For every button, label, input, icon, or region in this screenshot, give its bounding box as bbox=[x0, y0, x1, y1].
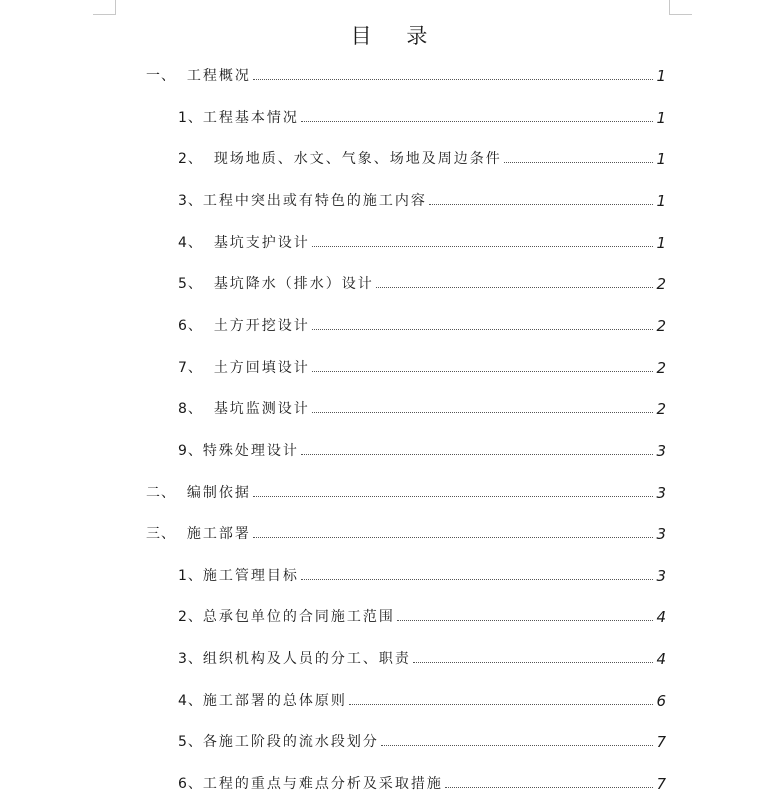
dot-leader bbox=[312, 370, 653, 372]
toc-entry-number: 二、 bbox=[146, 485, 187, 501]
dot-leader bbox=[301, 120, 653, 122]
toc-entry-number: 8、 bbox=[178, 401, 214, 417]
dot-leader bbox=[376, 286, 653, 288]
toc-entry-page: 2 bbox=[656, 275, 666, 293]
toc-entry-number: 5、 bbox=[178, 276, 214, 292]
dot-leader bbox=[504, 161, 653, 163]
dot-leader bbox=[253, 536, 653, 538]
toc-entry-page: 3 bbox=[656, 525, 666, 543]
toc-entry-label: 基坑监测设计 bbox=[213, 401, 310, 417]
toc-entry-1-6[interactable] bbox=[178, 316, 666, 336]
toc-title: 目 录 bbox=[350, 24, 442, 48]
toc-entry-1-5[interactable] bbox=[178, 274, 666, 294]
toc-entry-section-3[interactable] bbox=[146, 524, 666, 544]
toc-entry-number: 1、 bbox=[178, 110, 203, 126]
toc-entry-page: 7 bbox=[656, 733, 666, 751]
toc-entry-page: 7 bbox=[656, 775, 666, 793]
toc-entry-1-7[interactable] bbox=[178, 358, 666, 378]
toc-entry-label: 工程中突出或有特色的施工内容 bbox=[202, 193, 427, 209]
toc-entry-page: 2 bbox=[656, 400, 666, 418]
toc-entry-page: 3 bbox=[656, 484, 666, 502]
dot-leader bbox=[445, 786, 653, 788]
toc-entry-number: 6、 bbox=[178, 318, 214, 334]
toc-entry-3-6[interactable] bbox=[178, 774, 666, 794]
toc-entry-page: 3 bbox=[656, 567, 666, 585]
dot-leader bbox=[312, 245, 653, 247]
dot-leader bbox=[312, 411, 653, 413]
dot-leader bbox=[301, 453, 653, 455]
toc-entry-3-4[interactable] bbox=[178, 691, 666, 711]
dot-leader bbox=[253, 495, 653, 497]
toc-entry-label: 工程概况 bbox=[186, 68, 251, 84]
toc-entry-section-1[interactable] bbox=[146, 66, 666, 86]
toc-entry-page: 1 bbox=[656, 192, 666, 210]
toc-entry-3-3[interactable] bbox=[178, 649, 666, 669]
toc-entry-1-2[interactable] bbox=[178, 149, 666, 169]
toc-entry-label: 编制依据 bbox=[186, 485, 251, 501]
toc-entry-1-8[interactable] bbox=[178, 399, 666, 419]
toc-entry-page: 4 bbox=[656, 650, 666, 668]
toc-entry-1-1[interactable] bbox=[178, 108, 666, 128]
toc-entry-1-9[interactable] bbox=[178, 441, 666, 461]
toc-entry-number: 4、 bbox=[178, 235, 214, 251]
toc-entry-number: 1、 bbox=[178, 568, 203, 584]
toc-entry-number: 7、 bbox=[178, 360, 214, 376]
toc-entry-label: 施工部署 bbox=[186, 526, 251, 542]
toc-entry-page: 4 bbox=[656, 608, 666, 626]
toc-entry-label: 土方回填设计 bbox=[213, 360, 310, 376]
toc-entry-label: 施工部署的总体原则 bbox=[202, 693, 347, 709]
toc-entry-page: 2 bbox=[656, 359, 666, 377]
toc-entry-page: 6 bbox=[656, 692, 666, 710]
toc-entry-number: 2、 bbox=[178, 151, 214, 167]
dot-leader bbox=[429, 203, 653, 205]
toc-entry-label: 现场地质、水文、气象、场地及周边条件 bbox=[213, 151, 502, 167]
toc-entry-3-1[interactable] bbox=[178, 566, 666, 586]
dot-leader bbox=[413, 661, 653, 663]
toc-entry-number: 3、 bbox=[178, 651, 203, 667]
toc-entry-3-5[interactable] bbox=[178, 732, 666, 752]
toc-entry-label: 总承包单位的合同施工范围 bbox=[202, 609, 395, 625]
dot-leader bbox=[397, 619, 653, 621]
dot-leader bbox=[381, 744, 653, 746]
toc-entry-label: 特殊处理设计 bbox=[202, 443, 299, 459]
toc-entry-page: 1 bbox=[656, 109, 666, 127]
toc-entry-number: 6、 bbox=[178, 776, 203, 792]
dot-leader bbox=[312, 328, 653, 330]
dot-leader bbox=[301, 578, 653, 580]
toc-entry-label: 组织机构及人员的分工、职责 bbox=[202, 651, 411, 667]
toc-entry-number: 4、 bbox=[178, 693, 203, 709]
toc-entry-page: 2 bbox=[656, 317, 666, 335]
crop-mark-top-left bbox=[93, 0, 116, 15]
toc-entry-page: 3 bbox=[656, 442, 666, 460]
toc-entry-label: 施工管理目标 bbox=[202, 568, 299, 584]
toc-entry-page: 1 bbox=[656, 67, 666, 85]
toc-entry-label: 基坑支护设计 bbox=[213, 235, 310, 251]
toc-entry-label: 土方开挖设计 bbox=[213, 318, 310, 334]
toc-entry-page: 1 bbox=[656, 234, 666, 252]
toc-entry-3-2[interactable] bbox=[178, 607, 666, 627]
toc-entry-label: 基坑降水（排水）设计 bbox=[213, 276, 374, 292]
toc-entry-number: 5、 bbox=[178, 734, 203, 750]
crop-mark-top-right bbox=[669, 0, 692, 15]
toc-entry-page: 1 bbox=[656, 150, 666, 168]
toc-entry-number: 3、 bbox=[178, 193, 203, 209]
toc-entry-label: 各施工阶段的流水段划分 bbox=[202, 734, 379, 750]
toc-entry-1-3[interactable] bbox=[178, 191, 666, 211]
toc-entry-number: 一、 bbox=[146, 68, 187, 84]
dot-leader bbox=[349, 703, 653, 705]
toc-entry-number: 2、 bbox=[178, 609, 203, 625]
toc-entry-section-2[interactable] bbox=[146, 483, 666, 503]
toc-entry-number: 三、 bbox=[146, 526, 187, 542]
toc-entry-label: 工程的重点与难点分析及采取措施 bbox=[202, 776, 443, 792]
toc-entry-number: 9、 bbox=[178, 443, 203, 459]
dot-leader bbox=[253, 78, 653, 80]
toc-entry-label: 工程基本情况 bbox=[202, 110, 299, 126]
toc-entry-1-4[interactable] bbox=[178, 233, 666, 253]
